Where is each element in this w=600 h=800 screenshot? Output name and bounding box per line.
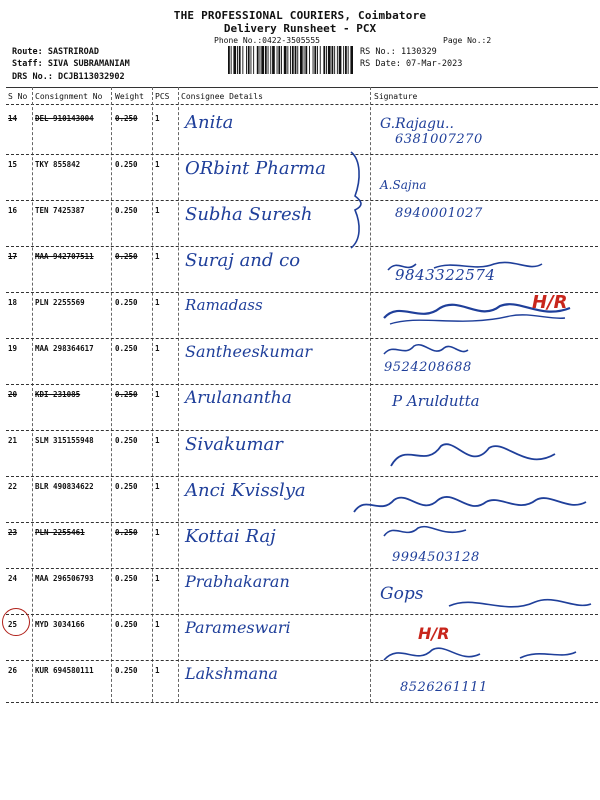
barcode-bar [343, 46, 344, 74]
row-signature: A.Sajna [380, 178, 427, 192]
col-header-signature: Signature [374, 92, 418, 101]
barcode-bar [317, 46, 318, 74]
row-consignee: Santheeskumar [185, 342, 313, 361]
row-sno: 17 [8, 252, 18, 261]
barcode-bar [265, 46, 267, 74]
barcode-bar [297, 46, 298, 74]
staff-label: Staff: SIVA SUBRAMANIAM [12, 59, 130, 69]
barcode [228, 46, 353, 74]
row-signature: P Aruldutta [392, 392, 480, 410]
barcode-bar [281, 46, 282, 74]
barcode-bar [257, 46, 259, 74]
phone-number: Phone No.:0422-3505555 [214, 36, 320, 45]
col-header-consignee: Consignee Details [181, 92, 263, 101]
row-pcs: 1 [155, 666, 160, 675]
row-signature-number: 9994503128 [392, 550, 480, 565]
barcode-bar [339, 46, 342, 74]
barcode-bar [323, 46, 325, 74]
row-circle-mark [2, 608, 30, 636]
barcode-bar [292, 46, 294, 74]
row-pcs: 1 [155, 482, 160, 491]
table-row [0, 522, 600, 568]
row-weight: 0.250 [115, 620, 138, 629]
scribbled-signature [385, 436, 565, 480]
row-weight: 0.250 [115, 528, 138, 537]
row-sno: 16 [8, 206, 18, 215]
row-rule [6, 154, 598, 155]
row-weight: 0.250 [115, 390, 138, 399]
row-consignee: Suraj and co [185, 250, 301, 271]
row-consignment: MAA 298364617 [35, 344, 94, 353]
row-sno: 21 [8, 436, 18, 445]
row-rule [6, 384, 598, 385]
scribbled-signature [380, 520, 470, 542]
row-sno: 25 [8, 620, 18, 629]
row-sno: 19 [8, 344, 18, 353]
scribbled-signature [380, 640, 580, 670]
rs-number: RS No.: 1130329 [360, 47, 437, 57]
row-pcs: 1 [155, 436, 160, 445]
runsheet-subtitle: Delivery Runsheet - PCX [223, 22, 377, 35]
row-pcs: 1 [155, 620, 160, 629]
row-consignee: Anita [185, 112, 234, 133]
row-pcs: 1 [155, 528, 160, 537]
barcode-bar [314, 46, 316, 74]
barcode-bar [348, 46, 349, 74]
row-consignee: Sivakumar [185, 434, 283, 455]
barcode-bar [305, 46, 307, 74]
scribbled-signature [384, 258, 544, 276]
row-consignee: Prabhakaran [185, 572, 290, 591]
runsheet-title: THE PROFESSIONAL COURIERS, Coimbatore [173, 9, 427, 22]
barcode-bar [278, 46, 280, 74]
barcode-bar [237, 46, 238, 74]
row-consignee: Parameswari [185, 618, 291, 637]
page-number: Page No.:2 [443, 36, 492, 45]
row-consignment: DEL 910143004 [35, 114, 94, 123]
barcode-bar [246, 46, 247, 74]
barcode-bar [300, 46, 303, 74]
row-consignee: Subha Suresh [185, 204, 313, 225]
row-consignment: TEN 7425387 [35, 206, 85, 215]
barcode-bar [345, 46, 347, 74]
barcode-bar [284, 46, 287, 74]
row-rule [6, 702, 598, 703]
table-row [0, 108, 600, 154]
route-label: Route: SASTRIROAD [12, 47, 99, 57]
rs-date: RS Date: 07-Mar-2023 [360, 59, 463, 69]
row-signature-number: 6381007270 [395, 132, 483, 147]
barcode-bar [242, 46, 243, 74]
row-pcs: 1 [155, 298, 160, 307]
barcode-bar [337, 46, 338, 74]
row-pcs: 1 [155, 390, 160, 399]
row-consignee: Kottai Raj [185, 526, 276, 547]
barcode-bar [270, 46, 271, 74]
hr-stamp: H/R [532, 292, 568, 313]
row-consignment: TKY 855842 [35, 160, 81, 169]
barcode-bar [261, 46, 264, 74]
row-sno: 20 [8, 390, 18, 399]
row-weight: 0.250 [115, 160, 138, 169]
row-pcs: 1 [155, 206, 160, 215]
col-header-sno: S No [8, 92, 28, 101]
header-rule [6, 104, 598, 105]
row-consignment: KUR 694580111 [35, 666, 94, 675]
row-signature: Gops [380, 584, 424, 604]
row-consignment: MYD 3034166 [35, 620, 85, 629]
barcode-bar [260, 46, 261, 74]
row-consignee: Lakshmana [185, 664, 278, 683]
row-rule [6, 522, 598, 523]
row-pcs: 1 [155, 252, 160, 261]
barcode-bar [309, 46, 310, 74]
row-sno: 15 [8, 160, 18, 169]
row-sno: 26 [8, 666, 18, 675]
row-consignment: MAA 296506793 [35, 574, 94, 583]
row-rule [6, 338, 598, 339]
row-consignment: KDI 231085 [35, 390, 81, 399]
barcode-bar [239, 46, 241, 74]
scribbled-signature [445, 590, 595, 620]
row-rule [6, 430, 598, 431]
row-weight: 0.250 [115, 482, 138, 491]
row-consignee: ORbint Pharma [185, 158, 326, 179]
row-pcs: 1 [155, 574, 160, 583]
barcode-bar [231, 46, 232, 74]
row-consignment: SLM 315155948 [35, 436, 94, 445]
row-signature: G.Rajagu.. [380, 116, 454, 132]
row-consignment: MAA 942707511 [35, 252, 94, 261]
row-pcs: 1 [155, 160, 160, 169]
barcode-bar [313, 46, 314, 74]
barcode-bar [350, 46, 353, 74]
barcode-bar [334, 46, 335, 74]
barcode-bar [253, 46, 254, 74]
barcode-bar [290, 46, 291, 74]
row-consignment: BLR 490834622 [35, 482, 94, 491]
barcode-bar [233, 46, 236, 74]
row-weight: 0.250 [115, 298, 138, 307]
barcode-bar [272, 46, 275, 74]
barcode-bar [228, 46, 230, 74]
row-consignee: Arulanantha [185, 388, 292, 408]
row-weight: 0.250 [115, 114, 138, 123]
row-rule [6, 568, 598, 569]
row-pcs: 1 [155, 114, 160, 123]
table-row [0, 154, 600, 200]
row-sno: 22 [8, 482, 18, 491]
col-header-pcs: PCS [155, 92, 170, 101]
table-row [0, 338, 600, 384]
row-consignment: PLN 2255569 [35, 298, 85, 307]
row-weight: 0.250 [115, 206, 138, 215]
row-consignment: PLN 2255461 [35, 528, 85, 537]
barcode-bar [248, 46, 250, 74]
row-signature-number: 8526261111 [400, 680, 488, 695]
hr-stamp: H/R [418, 624, 450, 643]
row-pcs: 1 [155, 344, 160, 353]
barcode-bar [326, 46, 327, 74]
row-signature-number: 9843322574 [395, 266, 496, 284]
row-weight: 0.250 [115, 436, 138, 445]
row-sno: 24 [8, 574, 18, 583]
scribbled-signature [380, 340, 470, 360]
table-top-rule [6, 87, 598, 88]
row-sno: 18 [8, 298, 18, 307]
row-weight: 0.250 [115, 574, 138, 583]
row-sno: 14 [8, 114, 18, 123]
barcode-bar [251, 46, 252, 74]
row-consignee: Ramadass [185, 296, 263, 314]
table-row [0, 384, 600, 430]
scribbled-signature [350, 486, 590, 522]
row-weight: 0.250 [115, 344, 138, 353]
table-row [0, 178, 600, 246]
barcode-bar [295, 46, 297, 74]
row-signature-number: 9524208688 [384, 360, 472, 375]
drs-number: DRS No.: DCJB113032902 [12, 72, 125, 82]
barcode-bar [328, 46, 331, 74]
row-sno: 23 [8, 528, 18, 537]
brace-mark [347, 150, 367, 250]
row-consignee: Anci Kvisslya [185, 480, 306, 501]
barcode-bar [268, 46, 269, 74]
row-rule [6, 292, 598, 293]
barcode-bar [320, 46, 321, 74]
row-rule [6, 200, 598, 201]
row-weight: 0.250 [115, 666, 138, 675]
col-header-consignment: Consignment No [35, 92, 103, 101]
col-header-weight: Weight [115, 92, 144, 101]
row-rule [6, 246, 598, 247]
barcode-bar [332, 46, 334, 74]
barcode-bar [277, 46, 278, 74]
row-weight: 0.250 [115, 252, 138, 261]
barcode-bar [304, 46, 305, 74]
row-signature-number: 8940001027 [395, 206, 483, 221]
barcode-bar [287, 46, 288, 74]
